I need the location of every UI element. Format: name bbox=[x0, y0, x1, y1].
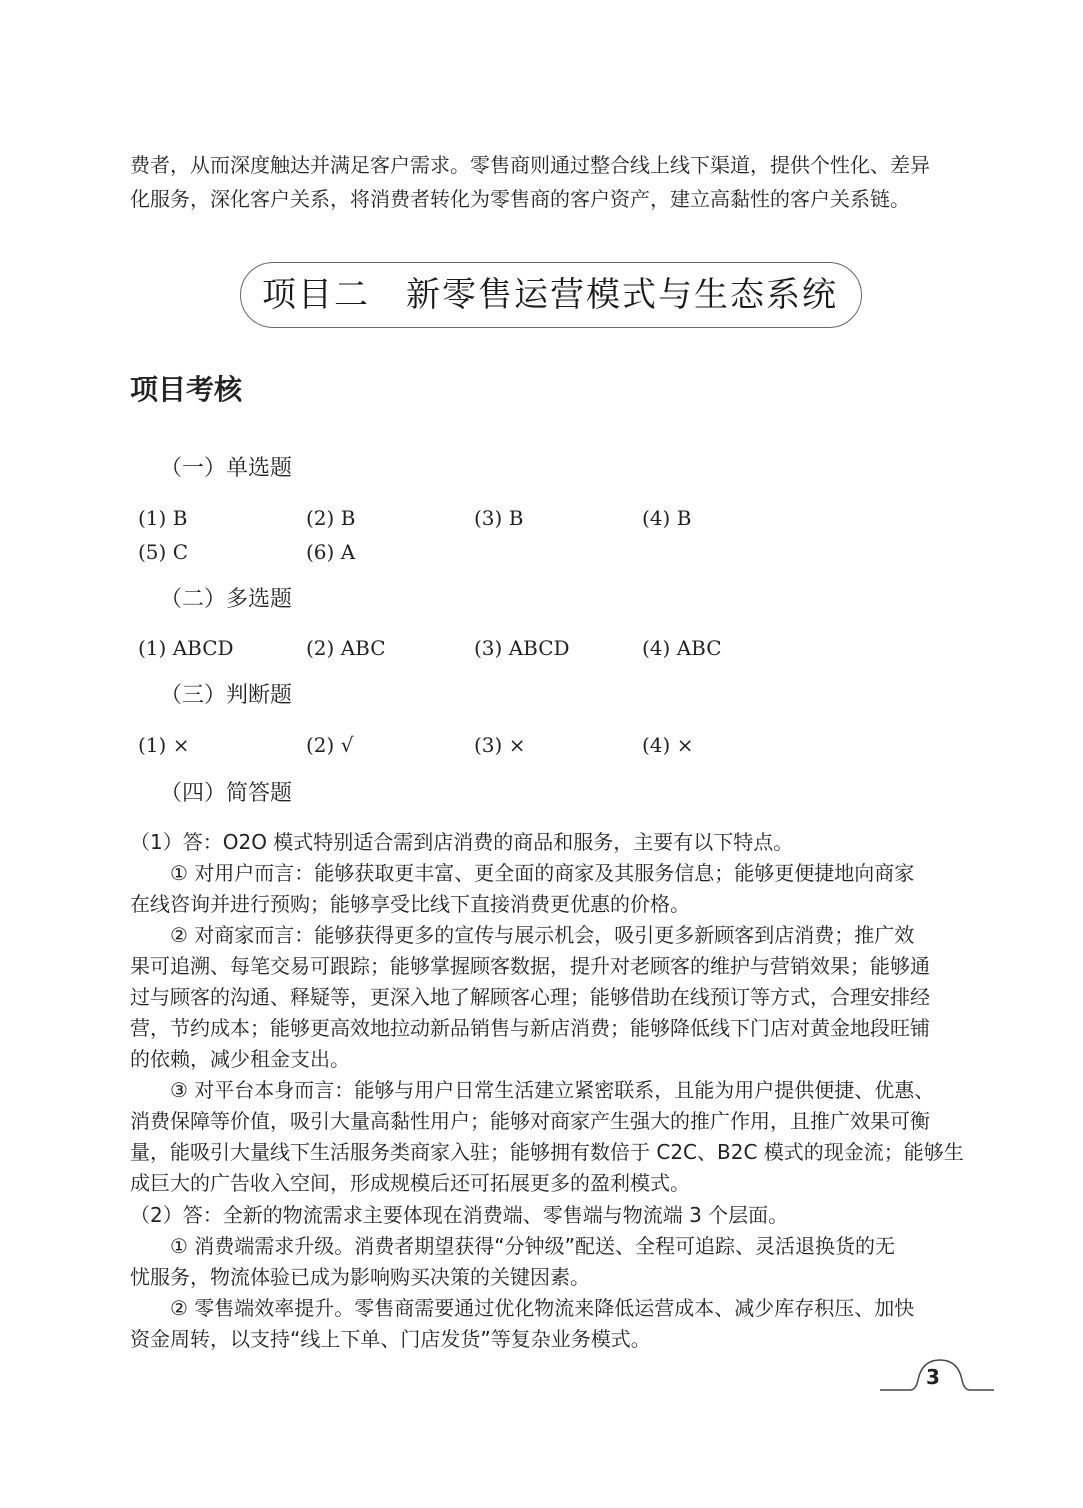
paragraph-line: ② 对商家而言：能够获得更多的宣传与展示机会，吸引更多新顾客到店消费；推广效 bbox=[170, 923, 915, 947]
paragraph-line: ② 零售端效率提升。零售商需要通过优化物流来降低运营成本、减少库存积压、加快 bbox=[170, 1296, 915, 1320]
answer-item: (3) B bbox=[474, 506, 524, 530]
answer-item: (1) × bbox=[138, 733, 190, 757]
single-choice-heading: （一）单选题 bbox=[160, 456, 293, 481]
short-answer-heading: （四）简答题 bbox=[160, 781, 293, 806]
true-false-heading: （三）判断题 bbox=[160, 683, 293, 708]
paragraph-line: 营，节约成本；能够更高效地拉动新品销售与新店消费；能够降低线下门店对黄金地段旺铺 bbox=[130, 1016, 930, 1040]
answer-item: (1) ABCD bbox=[138, 636, 234, 660]
answer-item: (4) B bbox=[642, 506, 692, 530]
paragraph-line: 消费保障等价值，吸引大量高黏性用户；能够对商家产生强大的推广作用，且推广效果可衡 bbox=[130, 1109, 930, 1133]
paragraph-line: 果可追溯、每笔交易可跟踪；能够掌握顾客数据，提升对老顾客的维护与营销效果；能够通 bbox=[130, 954, 930, 978]
multi-choice-heading: （二）多选题 bbox=[160, 587, 293, 612]
answer-item: (2) √ bbox=[306, 733, 354, 757]
answer-item: (4) × bbox=[642, 733, 694, 757]
paragraph-line: 成巨大的广告收入空间，形成规模后还可拓展更多的盈利模式。 bbox=[130, 1171, 690, 1195]
answer-2-lead: （2）答：全新的物流需求主要体现在消费端、零售端与物流端 3 个层面。 bbox=[130, 1203, 789, 1227]
section-title: 项目考核 bbox=[130, 373, 243, 406]
paragraph-line: 量，能吸引大量线下生活服务类商家入驻；能够拥有数倍于 C2C、B2C 模式的现金流；能够生 bbox=[130, 1140, 964, 1164]
paragraph-line: 过与顾客的沟通、释疑等，更深入地了解顾客心理；能够借助在线预订等方式，合理安排经 bbox=[130, 985, 930, 1009]
answer-item: (4) ABC bbox=[642, 636, 722, 660]
answer-item: (2) ABC bbox=[306, 636, 386, 660]
paragraph-line: 的依赖，减少租金支出。 bbox=[130, 1047, 350, 1071]
paragraph-line: ③ 对平台本身而言：能够与用户日常生活建立紧密联系，且能为用户提供便捷、优惠、 bbox=[170, 1078, 935, 1102]
paragraph-line: 忧服务，物流体验已成为影响购买决策的关键因素。 bbox=[130, 1265, 590, 1289]
answer-item: (6) A bbox=[306, 540, 356, 564]
answer-item: (3) ABCD bbox=[474, 636, 570, 660]
intro-line-2: 化服务，深化客户关系，将消费者转化为零售商的客户资产，建立高黏性的客户关系链。 bbox=[130, 187, 910, 211]
answer-item: (3) × bbox=[474, 733, 526, 757]
answer-item: (5) C bbox=[138, 540, 188, 564]
chapter-title: 项目二 新零售运营模式与生态系统 bbox=[262, 275, 838, 315]
paragraph-line: ① 对用户而言：能够获取更丰富、更全面的商家及其服务信息；能够更便捷地向商家 bbox=[170, 861, 915, 885]
answer-item: (2) B bbox=[306, 506, 356, 530]
answer-item: (1) B bbox=[138, 506, 188, 530]
answer-1-lead: （1）答：O2O 模式特别适合需到店消费的商品和服务，主要有以下特点。 bbox=[130, 830, 794, 854]
page-number: 3 bbox=[926, 1365, 940, 1389]
paragraph-line: 在线咨询并进行预购；能够享受比线下直接消费更优惠的价格。 bbox=[130, 892, 690, 916]
intro-line-1: 费者，从而深度触达并满足客户需求。零售商则通过整合线上线下渠道，提供个性化、差异 bbox=[130, 153, 930, 177]
paragraph-line: ① 消费端需求升级。消费者期望获得“分钟级”配送、全程可追踪、灵活退换货的无 bbox=[170, 1234, 896, 1258]
paragraph-line: 资金周转，以支持“线上下单、门店发货”等复杂业务模式。 bbox=[130, 1327, 651, 1351]
